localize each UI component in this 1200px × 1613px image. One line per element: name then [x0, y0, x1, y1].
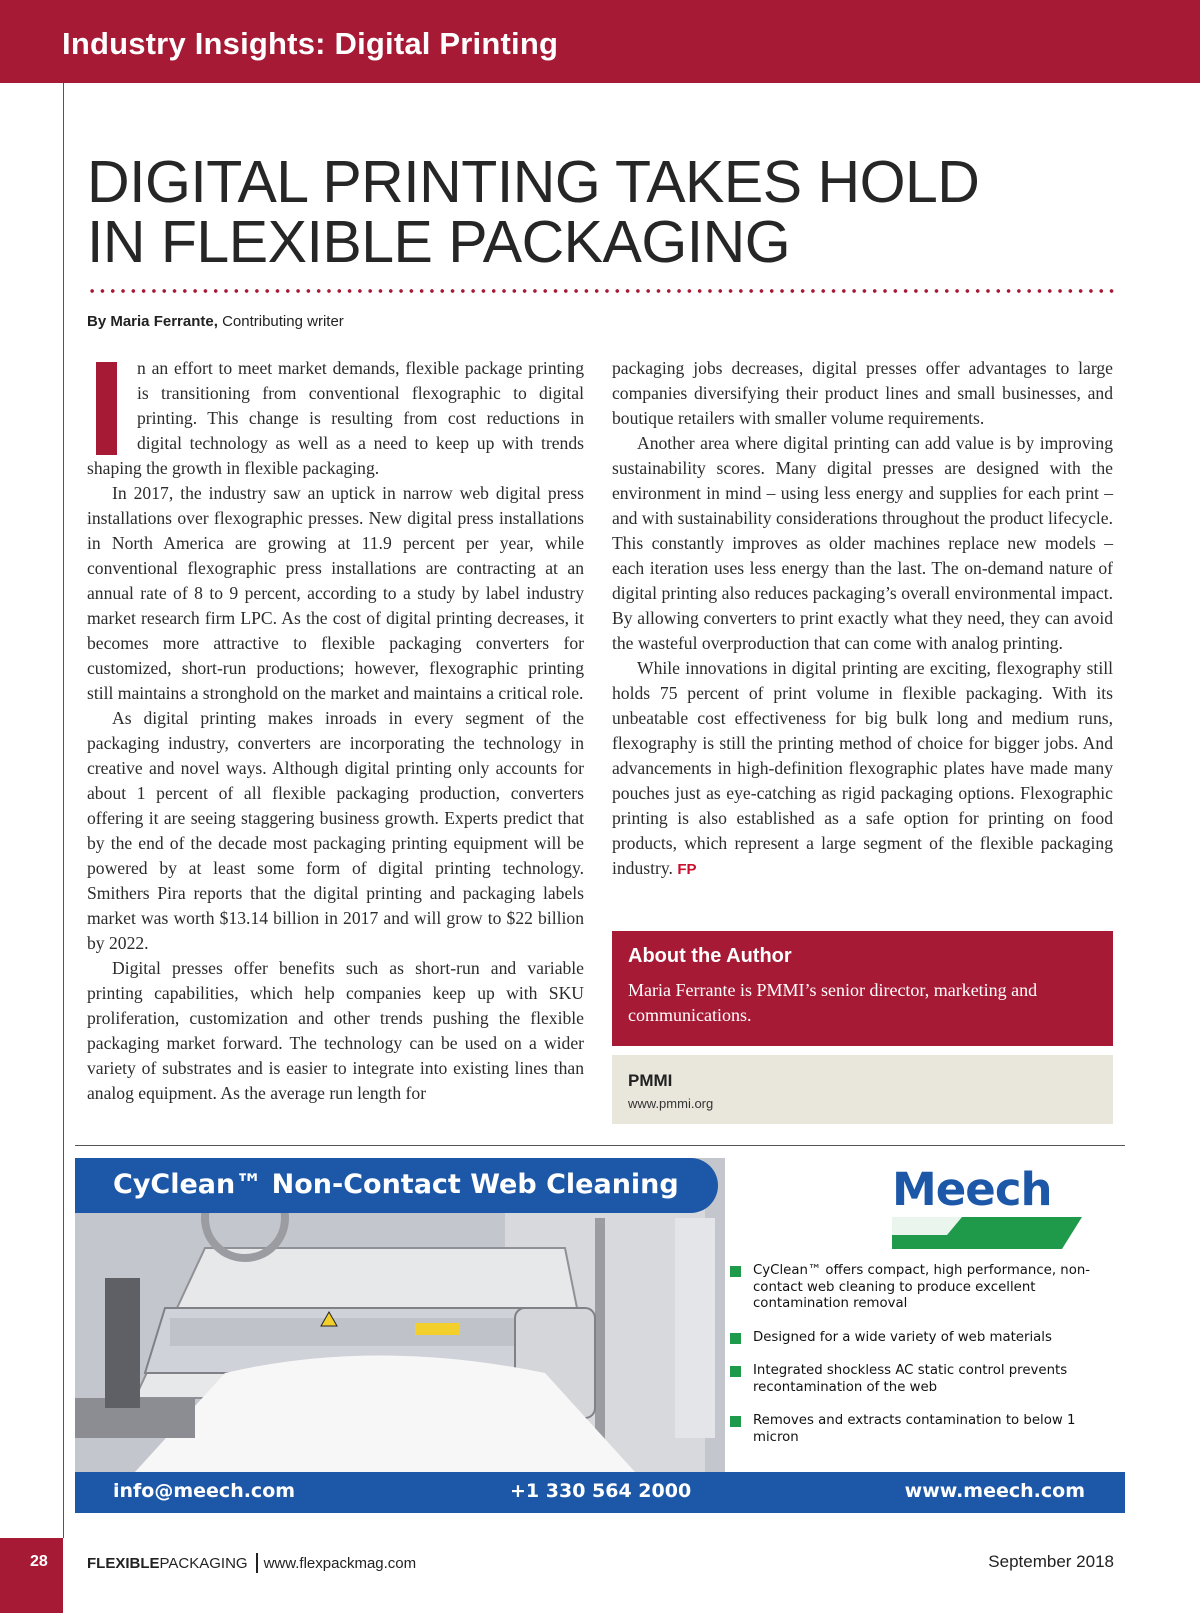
headline-line-2: IN FLEXIBLE PACKAGING	[87, 209, 791, 275]
end-mark: FP	[677, 861, 697, 878]
organization-name: PMMI	[628, 1071, 673, 1090]
dropcap-i-mark	[96, 362, 117, 455]
publication-name-bold: FLEXIBLE	[87, 1555, 160, 1572]
ad-feature-item: CyClean™ offers compact, high performance, non-contact web cleaning to produce excellent contamination removal	[730, 1263, 1110, 1313]
article-paragraph: packaging jobs decreases, digital presses offer advantages to large companies diversifying their product lines and small businesses, and boutique retailers with smaller volume requirements.	[612, 358, 1113, 428]
article-paragraph: In 2017, the industry saw an uptick in narrow web digital press installations over flexographic presses. New digital press installations in North America are growing at 11.9 percent per year, while conventional flexographic press installations are contracting at an annual rate of 8 to 9 percent, according to a study by label industry market research firm LPC. As the cost of digital printing decreases, it becomes more attractive to flexible packaging converters for customized, short-run productions; however, flexographic printing still maintains a stronghold on the market and maintains a critical role.	[87, 483, 584, 703]
left-margin-rule	[63, 83, 64, 1538]
ad-divider-rule	[75, 1145, 1125, 1146]
section-title: Industry Insights: Digital Printing	[62, 26, 559, 61]
publication-url[interactable]: www.flexpackmag.com	[263, 1555, 417, 1572]
advertisement[interactable]	[75, 1158, 1125, 1513]
meech-logo	[892, 1163, 1082, 1249]
article-headline	[87, 149, 1147, 275]
logo-swoosh-icon	[892, 1169, 1082, 1249]
about-author-title: About the Author	[628, 945, 792, 967]
organization-box	[612, 1055, 1113, 1124]
ad-contact-bar	[75, 1472, 1125, 1513]
byline	[87, 313, 344, 330]
issue-date: September 2018	[988, 1552, 1114, 1571]
article-column-left	[87, 356, 584, 1106]
author-name: By Maria Ferrante,	[87, 313, 218, 330]
ad-feature-item: Removes and extracts contamination to below 1 micron	[730, 1413, 1110, 1446]
ad-feature-item: Integrated shockless AC static control prevents recontamination of the web	[730, 1363, 1110, 1396]
headline-line-1: DIGITAL PRINTING TAKES HOLD	[87, 149, 980, 215]
about-author-text: Maria Ferrante is PMMI’s senior director, marketing and communications.	[628, 980, 1038, 1025]
organization-url[interactable]: www.pmmi.org	[628, 1096, 714, 1111]
article-paragraph: Digital presses offer benefits such as short-run and variable printing capabilities, which help companies keep up with SKU proliferation, customization and other trends pushing the flexible packaging market forward. The technology can be used on a wider variety of substrates and is easier to integrate into existing lines than analog equipment. As the average run length for	[87, 958, 584, 1103]
article-paragraph: As digital printing makes inroads in every segment of the packaging industry, converters are incorporating the technology in creative and novel ways. Although digital printing only accounts for about 1 percent of all flexible packaging production, converters offering it are seeing staggering business growth. Experts predict that by the end of the decade most packaging printing equipment will be powered by at least some form of digital printing technology. Smithers Pira reports that the digital printing and packaging labels market was worth $13.14 billion in 2017 and will grow to $22 billion by 2022.	[87, 708, 584, 953]
ad-website-link[interactable]: www.meech.com	[904, 1480, 1085, 1502]
footer-separator	[256, 1553, 258, 1573]
article-paragraph: While innovations in digital printing are exciting, flexography still holds 75 percent of print volume in flexible packaging. With its unbeatable cost effectiveness for big bulk long and medium runs, flexography is still the printing method of choice for bigger jobs. And advancements in high-definition flexographic plates have made many pouches just as eye-catching as rigid packaging options. Flexographic printing is also established as a safe option for printing on food products, which represent a large segment of the flexible packaging industry. FP	[612, 658, 1113, 878]
footer-publication	[87, 1553, 416, 1573]
publication-name-light: PACKAGING	[159, 1555, 248, 1572]
dotted-divider	[87, 288, 1114, 294]
author-role: Contributing writer	[222, 313, 344, 330]
page-number: 28	[30, 1553, 48, 1570]
ad-feature-list	[730, 1263, 1110, 1463]
ad-phone[interactable]: +1 330 564 2000	[510, 1480, 692, 1502]
article-paragraph: n an effort to meet market demands, flexible package printing is transitioning from conventional flexographic to digital printing. This change is resulting from cost reductions in digital technology as well as a need to keep up with trends shaping the growth in flexible packaging.	[87, 358, 584, 478]
about-author-box	[612, 931, 1113, 1046]
ad-headline-banner: CyClean™ Non-Contact Web Cleaning	[75, 1158, 718, 1213]
article-paragraph: Another area where digital printing can add value is by improving sustainability scores. Many digital presses are designed with the environment in mind – using less energy and supplies for each print – and with sustainability considerations throughout the product lifecycle. This constantly improves as older machines replace new models – each iteration uses less energy than the last. The on-demand nature of digital printing also reduces packaging’s overall environmental impact. By allowing converters to print exactly what they need, they can avoid the wasteful overproduction that can come with analog printing.	[612, 433, 1113, 653]
article-column-right	[612, 356, 1113, 882]
logo-wordmark: Meech	[892, 1163, 1052, 1216]
ad-email-link[interactable]: info@meech.com	[113, 1480, 296, 1502]
page-number-box	[0, 1538, 63, 1613]
ad-feature-item: Designed for a wide variety of web materials	[730, 1330, 1110, 1347]
